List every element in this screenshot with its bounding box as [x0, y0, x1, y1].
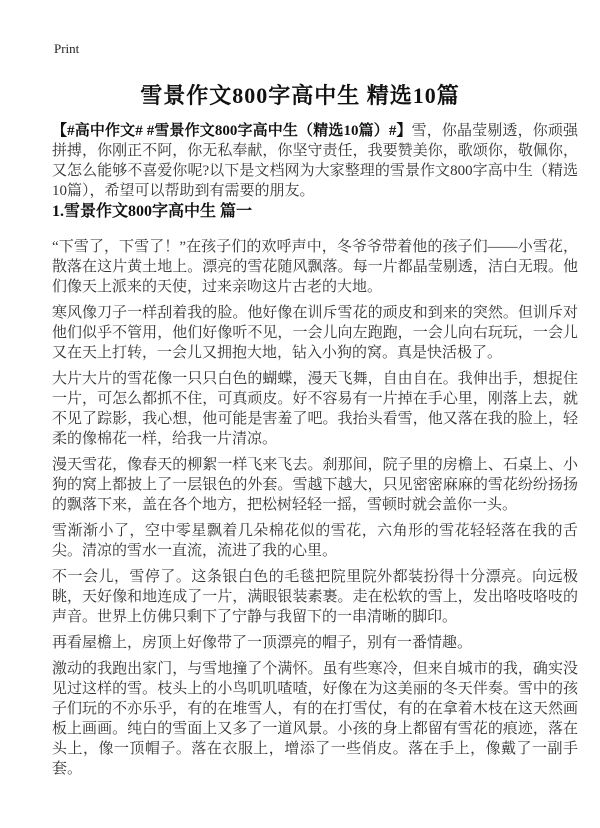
essay-paragraph: 寒风像刀子一样刮着我的脸。他好像在训斥雪花的顽皮和到来的突然。但训斥对他们似乎不管用，他们好像听不见，一会儿向左跑跑，一会儿向右玩玩，一会儿又在天上打转，一会儿又拥抱大地，钻入小狗的窝。真是快活极了。 — [52, 305, 578, 361]
essay-paragraph: 激动的我跑出家门，与雪地撞了个满怀。虽有些寒冷，但来自城市的我，确实没见过这样的雪。枝头上的小鸟叽叽喳喳，好像在为这美丽的冬天伴奏。雪中的孩子们玩的不亦乐乎，有的在堆雪人，有的在打雪仗，有的在拿着木枝在这天然画板上画画。纯白的雪面上又多了一道风景。小孩的身上都留有雪花的痕迹，落在头上，像一顶帽子。落在衣服上，增添了一些俏皮。落在手上，像戴了一副手套。 — [52, 661, 578, 777]
intro-text: 雪，你晶莹剔透，你顽强拼搏，你刚正不阿，你无私奉献，你坚守责任，我要赞美你，歌颂你，敬佩你，又怎么能够不喜爱你呢?以下是文档网为大家整理的雪景作文800字高中生（精选10篇），希望可以帮助到有需要的朋友。 — [52, 123, 578, 199]
essay-body — [52, 237, 578, 779]
print-button[interactable]: Print — [54, 41, 80, 56]
essay-paragraph: 再看屋檐上，房顶上好像带了一顶漂亮的帽子，别有一番情趣。 — [52, 635, 473, 651]
essay-paragraph: 雪渐渐小了，空中零星飘着几朵棉花似的雪花，六角形的雪花轻轻落在我的舌尖。清凉的雪水一直流，流进了我的心里。 — [52, 523, 578, 559]
essay-paragraph: 大片大片的雪花像一只只白色的蝴蝶，漫天飞舞，自由自在。我伸出手，想捉住一片，可怎么都抓不住，可真顽皮。好不容易有一片掉在手心里，刚落上去，就不见了踪影，我心想，他可能是害羞了吧。我抬头看雪，他又落在我的脸上，轻柔的像棉花一样，给我一片清凉。 — [52, 371, 578, 447]
page-title: 雪景作文800字高中生 精选10篇 — [140, 83, 460, 108]
essay-paragraph: “下雪了，下雪了！”在孩子们的欢呼声中，冬爷爷带着他的孩子们——小雪花，散落在这片黄土地上。漂亮的雪花随风飘落。每一片都晶莹剔透，洁白无瑕。他们像天上派来的天使，过来亲吻这片古老的大地。 — [52, 239, 578, 295]
section-heading-essay-1: 1.雪景作文800字高中生 篇一 — [52, 203, 253, 220]
intro-paragraph — [52, 121, 578, 201]
essay-paragraph: 不一会儿，雪停了。这条银白色的毛毯把院里院外都装扮得十分漂亮。向远极眺，天好像和地连成了一片，满眼银装素裹。走在松软的雪上，发出咯吱咯吱的声音。世界上仿佛只剩下了宁静与我留下的一串清晰的脚印。 — [52, 569, 578, 625]
intro-hashtag-prefix: 【#高中作文# #雪景作文800字高中生（精选10篇）#】 — [52, 123, 412, 139]
essay-paragraph: 漫天雪花，像春天的柳絮一样飞来飞去。刹那间，院子里的房檐上、石桌上、小狗的窝上都披上了一层银色的外套。雪越下越大，只见密密麻麻的雪花纷纷扬扬的飘落下来，盖在各个地方，把松树轻轻一摇，雪顿时就会盖你一头。 — [52, 457, 578, 513]
